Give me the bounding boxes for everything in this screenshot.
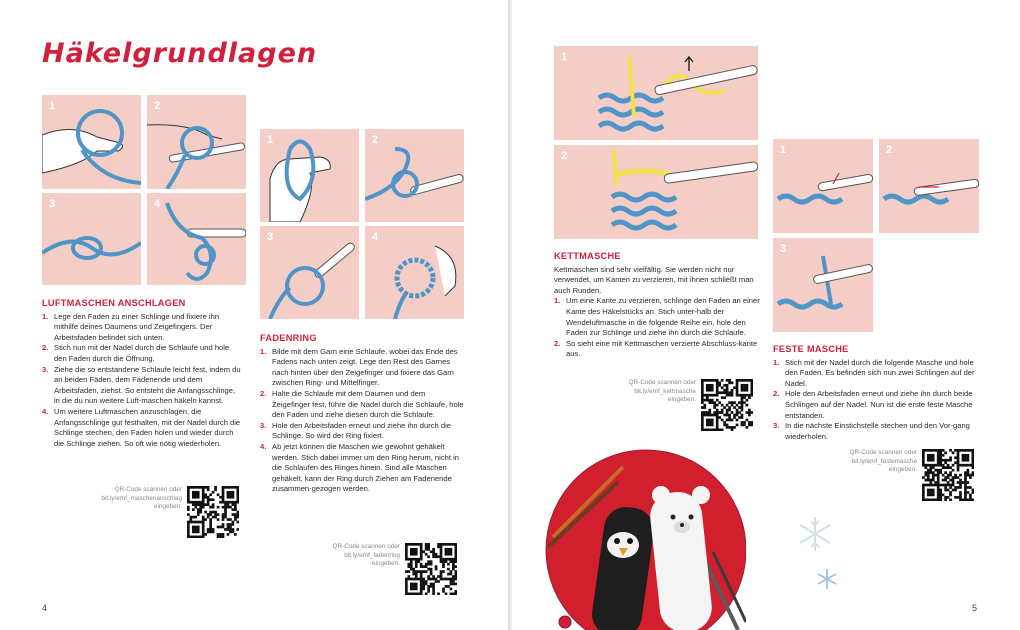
fadenring-qr[interactable] [318,543,457,595]
qr-caption: QR-Code scannen oder bit.ly/emf_kettmasche eingeben. [628,379,696,404]
qr-code-icon[interactable] [922,449,974,501]
qr-code-icon[interactable] [405,543,457,595]
crochet-hook-icon [773,139,873,233]
page-number-left: 4 [42,603,48,613]
step-number: 1 [780,144,787,156]
qr-code-icon[interactable] [187,486,239,538]
luftmaschen-qr[interactable] [100,486,239,538]
qr-caption: QR-Code scannen oder bit.ly/emf_festemasche eingeben. [849,449,917,474]
luftmaschen-step-image-2 [147,95,246,189]
qr-caption: QR-Code scannen oder bit.ly/emf_maschenanschlag eingeben. [101,486,182,511]
luftmaschen-step-image-1 [42,95,141,189]
luftmaschen-heading: LUFTMASCHEN ANSCHLAGEN [42,298,186,308]
fadenring-section [260,333,465,495]
list-item: 1. Lege den Faden zu einer Schlinge und fixiere ihn mithilfe deines Daumens und Zeigefingers. Der Arbeitsfaden befindet sich unten. [42,311,220,342]
luftmaschen-steps [42,312,242,450]
fadenring-steps [260,347,465,495]
step-number: 1 [49,100,56,112]
crochet-hook-icon [773,238,873,332]
list-item: 3. Hole den Arbeitsfaden erneut und ziehe ihn durch die Schlinge. So wird der Ring fixiert. [260,420,452,441]
kettmasche-heading: KETTMASCHE [554,251,621,261]
yarn-loop-icon [42,193,141,285]
hand-icon [42,95,141,189]
feste-masche-step-image-2 [879,139,979,233]
feste-masche-step-image-3 [773,238,873,332]
step-number: 3 [49,198,56,210]
fadenring-step-image-3 [260,226,359,319]
feste-masche-step-image-1 [773,139,873,233]
list-item: 1. Stich mit der Nadel durch die folgende Masche und hole den Faden. Es befinden sich nun zwei Schlingen auf der Nadel. [773,357,975,388]
snowflake-icon [796,515,834,553]
list-item: 1. Bilde mit dem Garn eine Schlaufe, wobei das Ende des Fadens nach unten zeigt. Lege den Rest des Garnes nach hinten über den Zeigefinger und fixiere das Garn zwischen Ring- und Mittelfinger. [260,346,458,388]
kettmasche-section [554,251,764,360]
crochet-stitch-icon [554,145,758,239]
step-number: 4 [154,198,161,210]
pencil-case-photo [543,447,746,630]
step-number: 3 [780,243,787,255]
snowflake-icon [816,568,838,590]
list-item: 4. Ab jetzt können die Maschen wie gewohnt gehäkelt werden. Stich dabei immer um den Ring herum, nicht in die Schlaufen des Ringes hinein. Sind alle Maschen gehäkelt, kann der Ring durch Ziehen am Fadenende zusammen-gezogen werden. [260,441,459,494]
luftmaschen-section [42,298,242,449]
yarn-ring-icon [260,226,359,319]
crochet-hook-icon [365,129,464,222]
feste-masche-qr[interactable] [835,449,974,501]
step-number: 2 [561,150,568,162]
list-item: 3. In die nächste Einstichstelle stechen und den Vor-gang wiederholen. [773,421,970,441]
kettmasche-step-image-1 [554,46,758,140]
feste-masche-steps [773,358,983,443]
crochet-stitch-icon [554,46,758,140]
page-number-right: 5 [972,603,978,613]
list-item: 2. Halte die Schlaufe mit dem Daumen und dem Zeigefinger fest, führe die Nadel durch die Schlaufe, hole den Faden und ziehe diesen durch die Schlaufe. [260,388,464,420]
step-number: 2 [154,100,161,112]
list-item: 2. Stich nun mit der Nadel durch die Schlaufe und hole den Faden durch die Öffnung. [42,343,230,363]
step-number: 1 [267,134,274,146]
list-item: 3. Ziehe die so entstandene Schlaufe leicht fest, indem du an beiden Fäden, dem Fadenende und dem Arbeitsfaden, ziehst. So entsteht die Anfangsschlinge, in die du nun weitere Luft-maschen häkeln kannst. [42,364,241,406]
fadenring-step-image-1 [260,129,359,222]
kettmasche-step-image-2 [554,145,758,239]
product-photo [543,447,746,630]
crochet-hook-icon [147,193,246,285]
kettmasche-qr[interactable] [614,379,753,431]
crochet-hook-icon [879,139,979,233]
step-number: 2 [886,144,893,156]
fadenring-heading: FADENRING [260,333,317,343]
list-item: 2. So sieht eine mit Kettmaschen verzierte Abschluss-kante aus. [554,338,758,359]
fadenring-step-image-2 [365,129,464,222]
list-item: 4. Um weitere Luftmaschen anzuschlagen, die Anfangsschlinge gut festhalten, mit der Nadel durch die Schlinge stechen, den Faden holen und wieder durch die Schlinge ziehen. So oft wie nötig wiederholen. [42,406,241,448]
qr-caption: QR-Code scannen oder bit.ly/emf_fadenring eingeben. [332,543,400,568]
step-number: 3 [267,231,274,243]
hand-icon [260,129,359,222]
yarn-ring-icon [365,226,464,319]
list-item: 1. Um eine Kante zu verzieren, schlinge den Faden an einer Kante des Häkelstücks an. Stich unter-halb der Wendeluftmasche in die folgende Reihe ein, hole den Faden zur Schlinge und ziehe ihn durch die Schlaufe. [554,296,760,338]
step-number: 1 [561,51,568,63]
list-item: 2. Hole den Arbeitsfaden erneut und ziehe ihn durch beide Schlingen auf der Nadel. Nun ist die erste feste Masche entstanden. [773,389,973,420]
step-number: 4 [372,231,379,243]
crochet-hook-icon [147,95,246,189]
feste-masche-section [773,344,983,442]
page-title: Häkelgrundlagen [42,38,318,69]
feste-masche-heading: FESTE MASCHE [773,344,849,354]
kettmasche-intro: Kettmaschen sind sehr vielfältig. Sie werden nicht nur verwendet, um Kanten zu verzieren, mit ihnen schließt man auch Runden. [554,264,754,295]
qr-code-icon[interactable] [701,379,753,431]
step-number: 2 [372,134,379,146]
luftmaschen-step-image-3 [42,193,141,285]
fadenring-step-image-4 [365,226,464,319]
kettmasche-steps [554,296,764,360]
luftmaschen-step-image-4 [147,193,246,285]
